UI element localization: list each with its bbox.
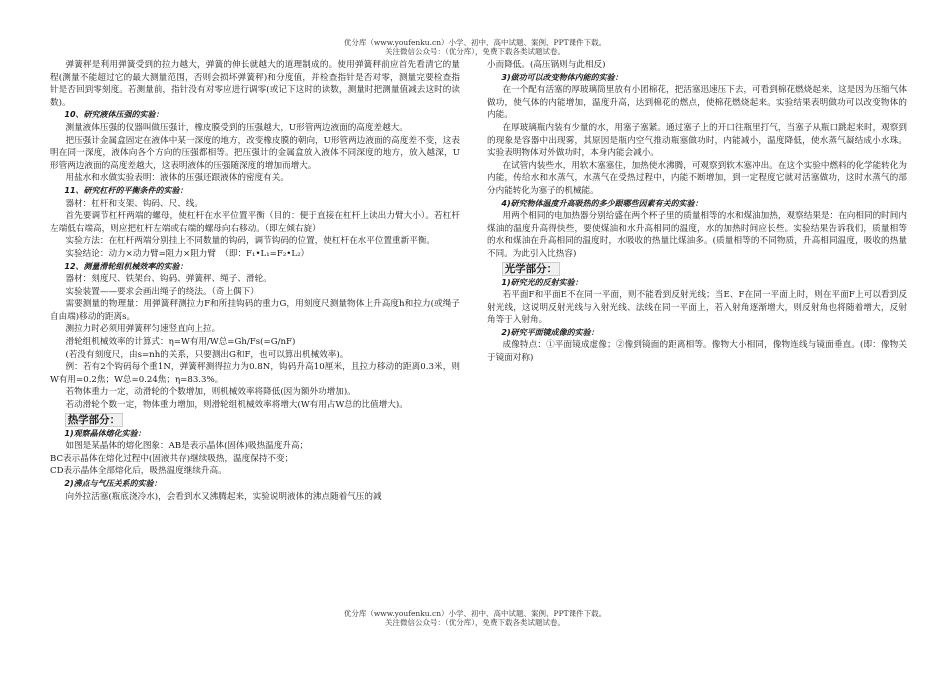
paragraph: 测量液体压强的仪器叫做压强计，橡皮膜受到的压强越大，U形管两边液面的高度差越大。 [65, 122, 408, 133]
page-footer [0, 609, 950, 627]
section-heading: 12、测量滑轮组机械效率的实验： [64, 261, 188, 271]
paragraph: 例：若有2个钩码每个重1N，弹簧秤测得拉力为0.8N，钩码升高10厘米，且拉力移动的距离0.3米，则W有用=0.2焦；W总=0.24焦；η=83.3%。 [50, 362, 460, 385]
page-header [0, 38, 950, 56]
paragraph: 在试管内装些水，用软木塞塞住，加热使水沸腾，可观察到软木塞冲出。在这个实验中燃料的化学能转化为内能，传给水和水蒸气，水蒸气在受热过程中，内能不断增加，到一定程度它就对活塞做功，这时水蒸气的部分内能转化为塞子的机械能。 [487, 160, 907, 196]
paragraph: 实验方法：在杠杆两端分别挂上不同数量的钩码，调节钩码的位置，使杠杆在水平位置重新平衡。 [65, 236, 436, 247]
part-heading-heat: 热学部分： [50, 413, 460, 427]
paragraph: 成像特点：①平面镜成虚像；②像到镜面的距离相等。像物大小相同，像物连线与镜面垂直。(即：像物关于镜面对称) [487, 340, 907, 364]
paragraph: 把压强计金属盒固定在液体中某一深度的地方，改变橡皮膜的朝向，U形管两边液面的高度差不变，这表明在同一深度，液体向各个方向的压强都相等。把压强计的金属盒放入液体不同深度的地方，放入越深，U形管两边液面的高度差越大，这表明液体的压强随深度的增加而增大。 [50, 135, 460, 171]
paragraph: 若动滑轮个数一定，物体重力增加，则滑轮组机械效率将增大(W有用占W总的比值增大)。 [65, 400, 408, 411]
paragraph: 若平面F和平面E不在同一平面，则不能看到反射光线；当E、F在同一平面上时，则在平面F上可以看到反射光线，这说明反射光线与入射光线、法线在同一平面上，若入射角逐渐增大，则反射角也将随着增大，反射角等于入射角。 [487, 290, 907, 326]
paragraph: 在一个配有活塞的厚玻璃筒里放有小团棉花，把活塞迅速压下去，可看到棉花燃烧起来，这是因为压缩气体做功，使气体的内能增加，温度升高，达到棉花的燃点，使棉花燃烧起来。实验结果表明做功可以改变物体的内能。 [487, 85, 907, 121]
paragraph: 向外拉活塞(瓶底浇冷水)，会看到水又沸腾起来，实验说明液体的沸点随着气压的减 [65, 491, 382, 502]
paragraph: 如图是某晶体的熔化图象：AB是表示晶体(固体)吸热温度升高； [65, 441, 309, 452]
paragraph: 测拉力时必须用弹簧秤匀速竖直向上拉。 [65, 324, 221, 335]
footer-line-1: 优分库（www.youfenku.cn）小学、初中、高中试题、案例、PPT课件下载。 [343, 609, 607, 618]
paragraph: 器材：刻度尺、铁架台、钩码、弹簧秤、绳子、滑轮。 [65, 274, 272, 285]
section-heading: 11、研究杠杆的平衡条件的实验： [64, 185, 188, 195]
formula-line: 滑轮组机械效率的计算式：η=W有用/W总=Gh/Fs(=G/nF) [65, 337, 296, 348]
section-heading: 2)研究平面镜成像的实验： [501, 327, 599, 337]
section-heading: 2)沸点与气压关系的实验： [64, 479, 162, 488]
paragraph: 若物体重力一定，动滑轮的个数增加，则机械效率将降低(因为额外功增加)。 [65, 387, 356, 398]
left-column [50, 59, 460, 503]
paragraph: 弹簧秤是利用弹簧受到的拉力越大，弹簧的伸长就越大的道理制成的。使用弹簧秤前应首先看清它的量程(测量不能超过它的最大测量范围，否则会损坏弹簧秤)和分度值，并检查指针是否对零，测量完要检查指针是否回到零刻度。若测量前，指针没有对零应进行调零(或记下这时的读数，测量时把测量值减去这时的读数)。 [50, 60, 460, 108]
paragraph: 在厚玻璃瓶内装有少量的水，用塞子塞紧。通过塞子上的开口往瓶里打气，当塞子从瓶口跳起来时，观察到的现象是容器中出现雾，其原因是瓶内空气推动瓶塞做功时，内能减小，温度降低，使水蒸气凝结成小水珠。实验表明物体对外做功时，本身内能会减小。 [487, 122, 907, 159]
section-heading: 4)研究物体温度升高吸热的多少跟哪些因素有关的实验： [501, 198, 703, 208]
section-heading: 3)做功可以改变物体内能的实验： [501, 72, 623, 82]
header-line-2: 关注微信公众号：（优分库），免费下载各类试题试卷。 [385, 47, 565, 56]
paragraph: 用盐水和水做实验表明：液体的压强还跟液体的密度有关。 [65, 173, 289, 184]
paragraph: (若没有刻度尺，由s=nh的关系，只要测出G和F，也可以算出机械效率)。 [65, 349, 349, 360]
header-line-1: 优分库（www.youfenku.cn）小学、初中、高中试题、案例、PPT课件下载。 [343, 38, 607, 47]
paragraph: 首先要调节杠杆两端的螺母，使杠杆在水平位置平衡（目的：便于直接在杠杆上读出力臂大小）。若杠杆左端低右端高，则应把杠杆左端或右端的螺母向右移动。（即左倾右旋） [50, 211, 460, 234]
section-heading: 1)观察晶体熔化实验： [64, 428, 146, 438]
paragraph: 用两个相同的电加热器分别给盛在两个杯子里的质量相等的水和煤油加热，观察结果是：在向相同的时间内煤油的温度升高得快些，要使煤油和水升高相同的温度，水的加热时间应长些。实验结果告诉我们，质量相等的水和煤油在升高相同的温度时，水吸收的热量比煤油多。(质量相等的不同物质，升高相同温度，吸收的热量不同。为此引入比热容) [487, 211, 907, 259]
paragraph: 实验装置——要求会画出绳子的绕法。（奇上偶下） [65, 286, 259, 297]
paragraph: CD表示晶体全部熔化后，吸热温度继续升高。 [50, 466, 227, 477]
footer-line-2: 关注微信公众号：（优分库），免费下载各类试题试卷。 [385, 618, 565, 627]
paragraph: 小而降低。(高压锅则与此相反) [487, 60, 606, 70]
paragraph: 实验结论：动力×动力臂=阻力×阻力臂 （即：F₁•L₁=F₂•L₂） [65, 248, 310, 259]
paragraph: BC表示晶体在熔化过程中(固液共存)继续吸热，温度保持不变； [50, 453, 294, 464]
section-heading: 1)研究光的反射实验： [501, 277, 583, 287]
section-heading: 10、研究液体压强的实验： [64, 110, 164, 120]
right-column [487, 59, 907, 365]
paragraph: 器材：杠杆和支架、钩码、尺、线。 [65, 198, 203, 209]
part-heading-optics: 光学部分： [487, 262, 907, 276]
paragraph: 需要测量的物理量：用弹簧秤测拉力F和所挂钩码的重力G，用刻度尺测量物体上升高度h和拉力(或绳子自由端)移动的距离s。 [50, 299, 460, 322]
